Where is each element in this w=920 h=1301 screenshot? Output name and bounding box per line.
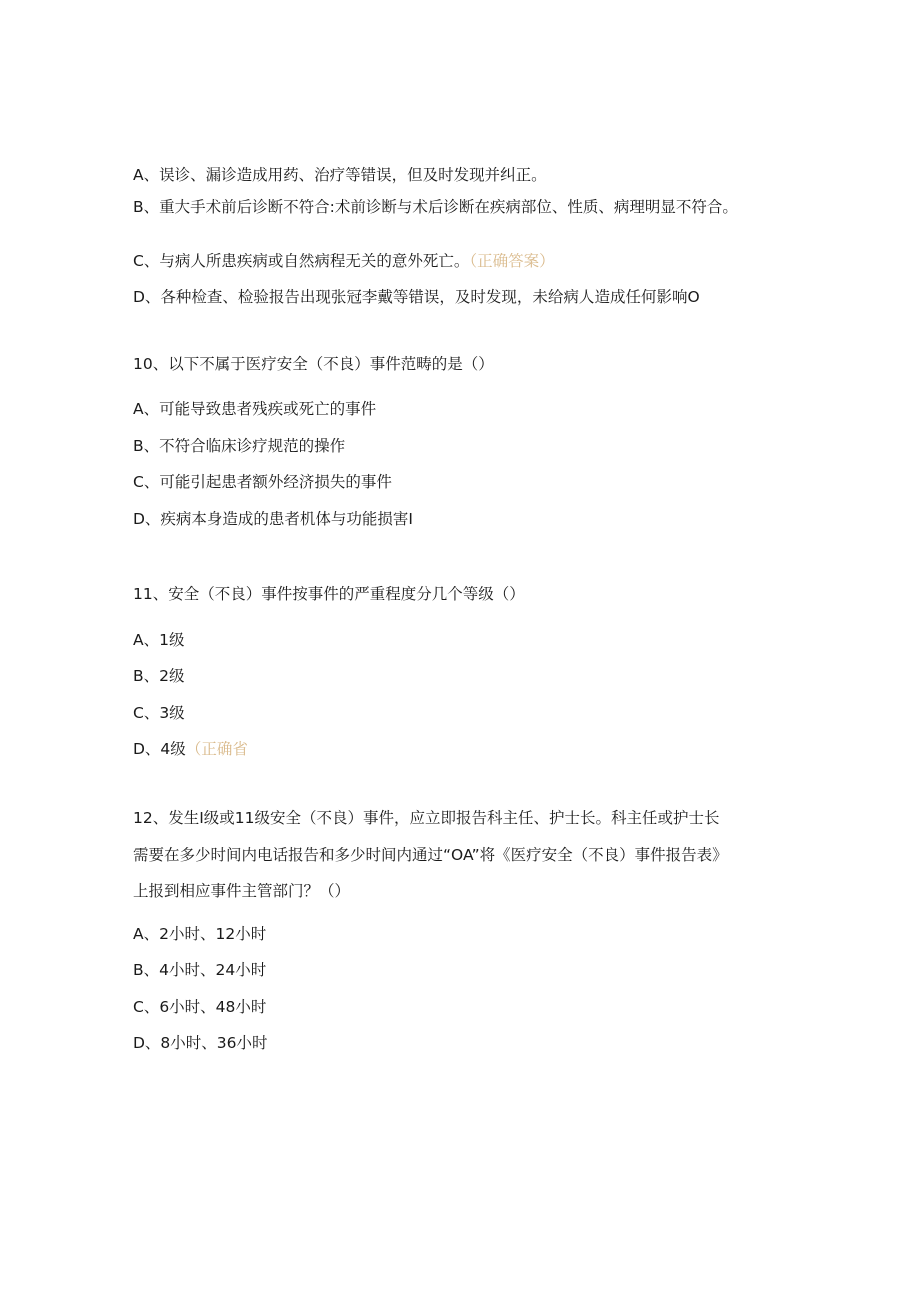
option-text: A、可能导致患者残疾或死亡的事件	[133, 400, 377, 418]
q12-option-a	[133, 922, 793, 946]
correct-answer-mark: （正确答案）	[469, 252, 555, 270]
q12-option-d	[133, 1031, 793, 1055]
q11-option-d	[133, 737, 793, 761]
q9-option-c	[133, 249, 793, 273]
option-text: C、6小时、48小时	[133, 998, 267, 1016]
q12-option-c	[133, 995, 793, 1019]
q9-option-d	[133, 285, 793, 309]
question-text: 12、发生I级或11级安全（不良）事件，应立即报告科主任、护士长。科主任或护士长	[133, 809, 720, 827]
option-text: C、3级	[133, 704, 185, 722]
question-text: 10、以下不属于医疗安全（不良）事件范畴的是（）	[133, 355, 494, 373]
q11-option-b	[133, 664, 793, 688]
q12-question-line-3	[133, 879, 793, 903]
option-text: B、不符合临床诊疗规范的操作	[133, 437, 346, 455]
option-text: A、误诊、漏诊造成用药、治疗等错误，但及时发现并纠正。	[133, 166, 547, 184]
option-text: B、4小时、24小时	[133, 961, 267, 979]
q12-question-line-1	[133, 806, 793, 830]
question-text: 需要在多少时间内电话报告和多少时间内通过“OA”将《医疗安全（不良）事件报告表》	[133, 846, 728, 864]
option-text: C、与病人所患疾病或自然病程无关的意外死亡。	[133, 252, 470, 270]
q12-question-line-2	[133, 843, 793, 867]
q12-option-b	[133, 958, 793, 982]
option-text: A、2小时、12小时	[133, 925, 267, 943]
q9-option-a	[133, 163, 793, 187]
q10-option-d	[133, 507, 793, 531]
q10-option-c	[133, 470, 793, 494]
option-text: B、重大手术前后诊断不符合:术前诊断与术后诊断在疾病部位、性质、病理明显不符合。	[133, 198, 738, 216]
q10-option-a	[133, 397, 793, 421]
q9-option-b	[133, 196, 773, 218]
q11-question	[133, 582, 793, 606]
option-text: D、4级	[133, 740, 186, 758]
option-text: B、2级	[133, 667, 185, 685]
option-text: D、疾病本身造成的患者机体与功能损害I	[133, 510, 414, 528]
q10-question	[133, 352, 793, 376]
q11-option-a	[133, 628, 793, 652]
correct-answer-mark: （正确省	[185, 740, 248, 758]
option-text: A、1级	[133, 631, 185, 649]
option-text: D、8小时、36小时	[133, 1034, 268, 1052]
question-text: 上报到相应事件主管部门？（）	[133, 882, 351, 900]
question-text: 11、安全（不良）事件按事件的严重程度分几个等级（）	[133, 585, 525, 603]
option-text: D、各种检查、检验报告出现张冠李戴等错误，及时发现，未给病人造成任何影响O	[133, 288, 700, 306]
q10-option-b	[133, 434, 793, 458]
option-text: C、可能引起患者额外经济损失的事件	[133, 473, 392, 491]
q11-option-c	[133, 701, 793, 725]
